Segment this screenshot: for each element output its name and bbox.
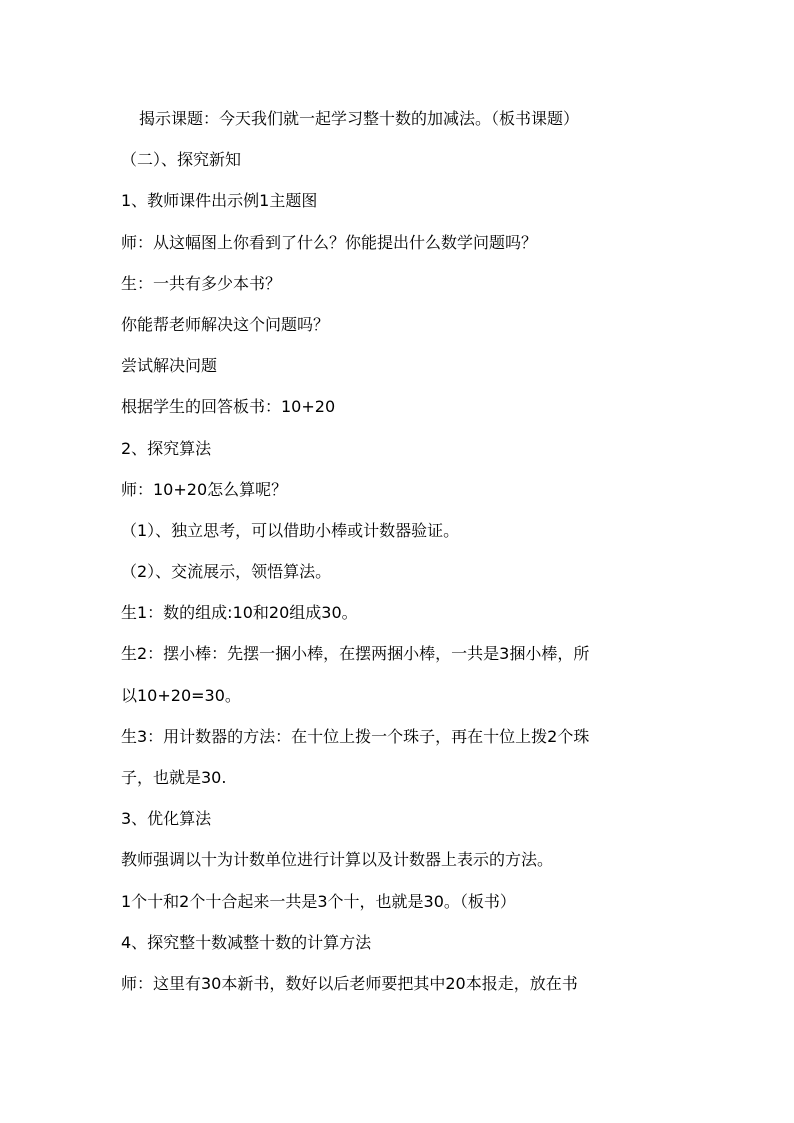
text-line-try-solve: 尝试解决问题 xyxy=(121,356,218,376)
text-line-board-writing: 根据学生的回答板书：10+20 xyxy=(121,397,336,417)
text-line-step-2: 2、探究算法 xyxy=(121,438,212,458)
text-line-student-2: 生2：摆小棒：先摆一捆小棒，在摆两捆小棒，一共是3捆小棒，所 xyxy=(121,644,590,664)
text-line-teacher-question: 师：从这幅图上你看到了什么？你能提出什么数学问题吗？ xyxy=(121,232,538,252)
text-line-student-1: 生1：数的组成:10和20组成30。 xyxy=(121,603,358,623)
text-line-step-4: 4、探究整十数减整十数的计算方法 xyxy=(121,932,372,952)
text-line-tens-summary: 1个十和2个十合起来一共是3个十，也就是30。（板书） xyxy=(121,891,516,911)
text-line-teacher-books: 师：这里有30本新书，数好以后老师要把其中20本报走，放在书 xyxy=(121,973,578,993)
text-line-student-2-cont: 以10+20=30。 xyxy=(121,685,241,705)
text-line-student-question: 生：一共有多少本书？ xyxy=(121,273,282,293)
text-line-student-3-cont: 子，也就是30. xyxy=(121,768,227,787)
text-line-how-to-calc: 师：10+20怎么算呢？ xyxy=(121,479,288,499)
text-line-step-1: 1、教师课件出示例1主题图 xyxy=(121,191,318,211)
text-line-student-3: 生3：用计数器的方法：在十位上拨一个珠子，再在十位上拨2个珠 xyxy=(121,726,590,746)
text-line-step-3: 3、优化算法 xyxy=(121,809,212,829)
text-line-help-question: 你能帮老师解决这个问题吗？ xyxy=(121,314,330,334)
text-line-topic: 揭示课题：今天我们就一起学习整十数的加减法。（板书课题） xyxy=(139,109,580,128)
document-body xyxy=(121,98,681,1004)
text-line-share-display: （2）、交流展示，领悟算法。 xyxy=(121,562,332,582)
text-line-teacher-emphasis: 教师强调以十为计数单位进行计算以及计数器上表示的方法。 xyxy=(121,850,554,870)
text-line-section-heading: （二）、探究新知 xyxy=(121,150,242,170)
text-line-independent-thinking: （1）、独立思考，可以借助小棒或计数器验证。 xyxy=(121,520,460,540)
